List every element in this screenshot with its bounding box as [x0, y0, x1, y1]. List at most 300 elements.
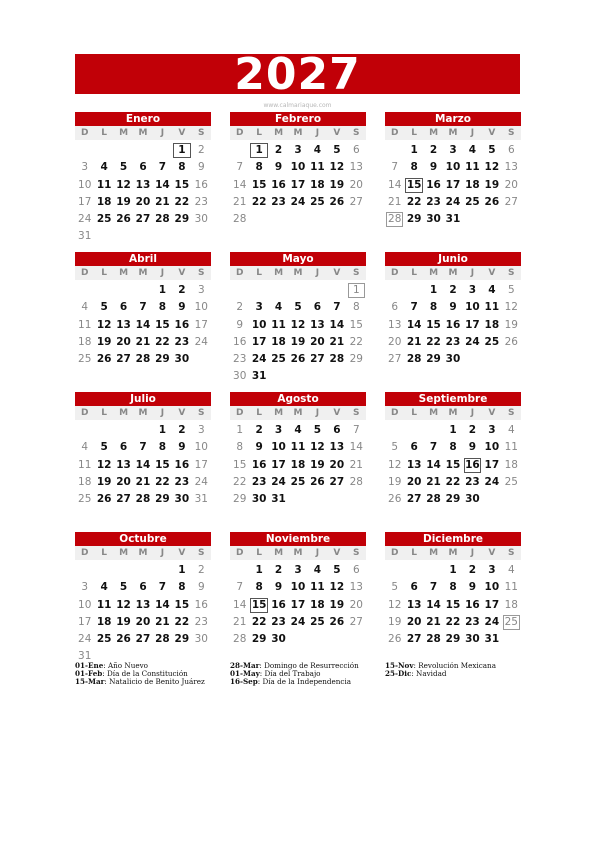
day-cell: 10 [290, 161, 306, 174]
month-abril [75, 252, 211, 369]
day-cell: 26 [116, 633, 131, 646]
day-cell: 7 [333, 301, 341, 314]
weekday-header-row [75, 266, 211, 280]
weekday-header-row [385, 126, 521, 140]
weekday-label: M [293, 408, 303, 418]
empty-day-cell [249, 283, 268, 300]
weekday-label: L [101, 408, 107, 418]
day-cell: 14 [388, 178, 402, 191]
day-cell: 10 [484, 581, 500, 594]
weekday-label: V [178, 128, 186, 138]
day-cell: 10 [78, 178, 92, 191]
day-cell: 2 [274, 564, 283, 576]
day-cell: 19 [96, 475, 112, 488]
day-cell: 21 [406, 335, 422, 348]
day-cell: 6 [119, 441, 128, 454]
weekday-label: L [411, 268, 417, 278]
empty-day-cell [404, 563, 423, 580]
days-grid [75, 563, 211, 667]
day-cell: 25 [96, 213, 112, 226]
day-cell: 30 [445, 353, 461, 366]
day-cell: 11 [290, 441, 306, 454]
day-cell: 20 [349, 178, 363, 191]
holiday-description: : Día de la Constitución [102, 669, 188, 679]
day-cell: 9 [178, 441, 186, 454]
empty-day-cell [153, 143, 172, 160]
weekday-label: J [470, 128, 475, 138]
day-cell: 29 [251, 633, 267, 646]
day-cell: 5 [333, 564, 341, 576]
empty-day-cell [424, 563, 443, 580]
day-cell: 4 [294, 424, 302, 436]
weekday-label: L [256, 128, 262, 138]
day-cell: 6 [139, 581, 147, 594]
empty-day-cell [327, 283, 346, 300]
weekday-label: L [411, 548, 417, 558]
days-grid [230, 423, 366, 509]
day-cell: 7 [391, 161, 399, 174]
day-cell: 12 [388, 598, 402, 611]
day-cell: 5 [507, 284, 515, 296]
day-cell: 20 [116, 475, 131, 488]
day-cell: 27 [135, 633, 151, 646]
day-cell: 24 [484, 475, 500, 488]
day-cell: 10 [194, 441, 208, 454]
month-diciembre [385, 532, 521, 649]
empty-day-cell [75, 563, 94, 580]
day-cell: 29 [445, 633, 461, 646]
weekday-label: J [160, 128, 165, 138]
day-cell: 5 [313, 424, 322, 436]
day-cell: 25 [504, 475, 518, 488]
day-cell: 4 [81, 301, 89, 314]
day-cell: 28 [155, 213, 170, 226]
day-cell: 1 [429, 284, 438, 296]
day-cell: 20 [135, 615, 151, 628]
day-cell: 10 [271, 441, 286, 454]
day-cell: 4 [274, 301, 283, 314]
day-cell: 11 [96, 178, 112, 191]
weekday-label: M [429, 268, 439, 278]
day-cell: 18 [310, 598, 325, 611]
empty-day-cell [288, 283, 307, 300]
day-cell: 14 [426, 598, 441, 611]
day-cell: 7 [352, 424, 360, 436]
day-cell: 2 [468, 564, 477, 576]
day-cell: 18 [96, 615, 112, 628]
weekday-label: V [333, 408, 341, 418]
holiday-day-cell: 25 [503, 615, 520, 630]
day-cell: 8 [255, 161, 263, 174]
day-cell: 22 [174, 615, 190, 628]
day-cell: 17 [484, 458, 500, 471]
day-cell: 16 [174, 318, 190, 331]
day-cell: 5 [119, 161, 128, 174]
day-cell: 19 [116, 615, 131, 628]
day-cell: 21 [329, 335, 345, 348]
day-cell: 18 [78, 335, 92, 348]
day-cell: 18 [310, 178, 325, 191]
day-cell: 11 [78, 458, 92, 471]
day-cell: 7 [236, 581, 244, 594]
day-cell: 1 [236, 424, 244, 436]
day-cell: 8 [410, 161, 418, 174]
weekday-label: S [508, 128, 515, 138]
day-cell: 6 [410, 441, 418, 454]
day-cell: 26 [116, 213, 131, 226]
weekday-header-row [385, 266, 521, 280]
day-cell: 31 [78, 230, 92, 243]
days-grid [230, 563, 366, 649]
day-cell: 14 [426, 458, 441, 471]
day-cell: 16 [465, 598, 480, 611]
day-cell: 31 [78, 650, 92, 663]
day-cell: 29 [406, 213, 422, 226]
holiday-description: : Revolución Mexicana [413, 661, 496, 670]
empty-day-cell [385, 563, 404, 580]
day-cell: 12 [388, 458, 402, 471]
weekday-label: V [333, 268, 341, 278]
holiday-notes-column [230, 662, 359, 687]
day-cell: 28 [233, 633, 247, 646]
weekday-label: J [160, 408, 165, 418]
day-cell: 27 [135, 213, 151, 226]
day-cell: 25 [310, 615, 325, 628]
day-cell: 23 [465, 615, 480, 628]
day-cell: 27 [116, 353, 131, 366]
day-cell: 13 [135, 178, 151, 191]
days-grid [230, 283, 366, 387]
days-grid [385, 143, 521, 229]
weekday-label: M [119, 268, 129, 278]
day-cell: 4 [100, 581, 108, 594]
day-cell: 5 [100, 301, 108, 314]
weekday-label: D [235, 268, 244, 278]
day-cell: 12 [290, 318, 306, 331]
day-cell: 3 [294, 144, 302, 156]
day-cell: 9 [197, 581, 205, 594]
month-header: Noviembre [230, 532, 366, 546]
day-cell: 19 [329, 178, 345, 191]
day-cell: 22 [426, 335, 441, 348]
day-cell: 29 [174, 213, 190, 226]
day-cell: 21 [233, 615, 247, 628]
day-cell: 26 [329, 615, 345, 628]
day-cell: 11 [504, 441, 518, 454]
day-cell: 6 [352, 144, 360, 156]
day-cell: 21 [426, 615, 441, 628]
month-julio [75, 392, 211, 509]
day-cell: 11 [78, 318, 92, 331]
day-cell: 1 [158, 424, 167, 436]
day-cell: 29 [426, 353, 441, 366]
day-cell: 27 [349, 195, 363, 208]
day-cell: 24 [194, 475, 208, 488]
weekday-header-row [230, 546, 366, 560]
weekday-label: D [80, 548, 89, 558]
day-cell: 3 [274, 424, 283, 436]
days-grid [75, 423, 211, 509]
weekday-label: M [138, 128, 148, 138]
day-cell: 3 [488, 564, 496, 576]
day-cell: 15 [155, 318, 170, 331]
day-cell: 24 [290, 195, 306, 208]
day-cell: 28 [426, 633, 441, 646]
holiday-day-cell: 28 [386, 212, 403, 227]
month-header: Octubre [75, 532, 211, 546]
day-cell: 26 [290, 353, 306, 366]
weekday-label: J [315, 128, 320, 138]
holiday-notes-column [385, 662, 496, 678]
day-cell: 2 [468, 424, 477, 436]
holiday-day-cell: 15 [251, 598, 267, 611]
day-cell: 3 [449, 144, 457, 156]
day-cell: 8 [255, 581, 263, 594]
weekday-label: L [101, 128, 107, 138]
day-cell: 9 [449, 301, 457, 314]
empty-day-cell [230, 283, 249, 300]
day-cell: 14 [135, 318, 151, 331]
weekday-label: S [198, 548, 205, 558]
month-mayo [230, 252, 366, 387]
day-cell: 28 [233, 213, 247, 226]
weekday-label: L [256, 408, 262, 418]
day-cell: 20 [388, 335, 402, 348]
weekday-label: M [274, 548, 284, 558]
day-cell: 13 [349, 581, 363, 594]
day-cell: 18 [271, 335, 286, 348]
empty-day-cell [133, 283, 152, 300]
day-cell: 10 [78, 598, 92, 611]
weekday-label: V [178, 548, 186, 558]
day-cell: 12 [329, 581, 345, 594]
day-cell: 31 [484, 633, 500, 646]
empty-day-cell [114, 283, 133, 300]
day-cell: 9 [236, 318, 244, 331]
day-cell: 12 [96, 458, 112, 471]
day-cell: 15 [155, 458, 170, 471]
holiday-day-cell: 15 [406, 178, 422, 191]
day-cell: 3 [197, 284, 205, 296]
day-cell: 28 [135, 493, 151, 506]
weekday-label: M [293, 268, 303, 278]
day-cell: 4 [468, 144, 477, 156]
day-cell: 5 [100, 441, 108, 454]
holiday-date: 16-Sep [230, 677, 258, 687]
weekday-label: D [390, 548, 399, 558]
weekday-label: D [390, 408, 399, 418]
weekday-label: S [353, 548, 360, 558]
day-cell: 5 [333, 144, 341, 156]
day-cell: 1 [158, 284, 167, 296]
day-cell: 12 [329, 161, 345, 174]
month-header: Mayo [230, 252, 366, 266]
day-cell: 22 [174, 195, 190, 208]
day-cell: 8 [449, 441, 457, 454]
weekday-label: J [160, 268, 165, 278]
day-cell: 19 [504, 318, 518, 331]
day-cell: 3 [468, 284, 477, 296]
day-cell: 1 [449, 424, 457, 436]
day-cell: 6 [391, 301, 399, 314]
day-cell: 3 [81, 581, 89, 594]
day-cell: 26 [310, 475, 325, 488]
day-cell: 9 [255, 441, 263, 454]
day-cell: 27 [504, 195, 518, 208]
day-cell: 28 [406, 353, 422, 366]
day-cell: 30 [251, 493, 267, 506]
day-cell: 8 [449, 581, 457, 594]
day-cell: 18 [78, 475, 92, 488]
empty-day-cell [114, 423, 133, 440]
weekday-label: D [235, 548, 244, 558]
day-cell: 9 [429, 161, 438, 174]
month-marzo [385, 112, 521, 229]
month-header: Marzo [385, 112, 521, 126]
weekday-label: L [256, 268, 262, 278]
weekday-label: M [119, 408, 129, 418]
day-cell: 11 [484, 301, 500, 314]
day-cell: 31 [445, 213, 461, 226]
weekday-label: M [274, 128, 284, 138]
holiday-note [230, 678, 359, 686]
day-cell: 11 [310, 161, 325, 174]
day-cell: 19 [388, 475, 402, 488]
weekday-label: D [80, 128, 89, 138]
weekday-label: V [178, 408, 186, 418]
day-cell: 19 [310, 458, 325, 471]
day-cell: 3 [294, 564, 302, 576]
day-cell: 7 [158, 161, 167, 174]
day-cell: 8 [178, 581, 186, 594]
day-cell: 14 [406, 318, 422, 331]
day-cell: 22 [349, 335, 363, 348]
day-cell: 21 [155, 195, 170, 208]
day-cell: 15 [174, 178, 190, 191]
day-cell: 23 [194, 195, 208, 208]
day-cell: 9 [274, 161, 283, 174]
empty-day-cell [114, 143, 133, 160]
weekday-label: L [256, 548, 262, 558]
day-cell: 29 [445, 493, 461, 506]
day-cell: 24 [78, 213, 92, 226]
weekday-label: M [293, 548, 303, 558]
weekday-label: J [315, 408, 320, 418]
day-cell: 2 [236, 301, 244, 314]
month-header: Junio [385, 252, 521, 266]
day-cell: 30 [194, 213, 208, 226]
day-cell: 17 [445, 178, 461, 191]
day-cell: 23 [465, 475, 480, 488]
day-cell: 4 [507, 564, 515, 576]
day-cell: 21 [135, 475, 151, 488]
day-cell: 30 [233, 370, 247, 383]
day-cell: 16 [174, 458, 190, 471]
day-cell: 7 [429, 581, 438, 594]
weekday-header-row [385, 546, 521, 560]
month-header: Febrero [230, 112, 366, 126]
holiday-note [75, 678, 205, 686]
day-cell: 28 [155, 633, 170, 646]
day-cell: 25 [78, 353, 92, 366]
days-grid [230, 143, 366, 229]
day-cell: 18 [504, 598, 518, 611]
month-header: Agosto [230, 392, 366, 406]
day-cell: 30 [194, 633, 208, 646]
empty-day-cell [133, 423, 152, 440]
day-cell: 27 [388, 353, 402, 366]
day-cell: 6 [139, 161, 147, 174]
day-cell: 31 [194, 493, 208, 506]
day-cell: 15 [349, 318, 363, 331]
weekday-label: S [198, 408, 205, 418]
day-cell: 19 [329, 598, 345, 611]
day-cell: 13 [329, 441, 345, 454]
day-cell: 22 [445, 475, 461, 488]
weekday-label: M [274, 408, 284, 418]
days-grid [385, 423, 521, 509]
day-cell: 8 [178, 161, 186, 174]
weekday-label: J [470, 548, 475, 558]
holiday-description: : Natalicio de Benito Juárez [104, 677, 205, 687]
weekday-label: V [488, 548, 496, 558]
month-header: Enero [75, 112, 211, 126]
weekday-label: M [448, 268, 458, 278]
day-cell: 5 [488, 144, 496, 156]
month-septiembre [385, 392, 521, 509]
day-cell: 17 [78, 195, 92, 208]
weekday-label: S [353, 128, 360, 138]
day-cell: 23 [445, 335, 461, 348]
day-cell: 29 [155, 353, 170, 366]
day-cell: 23 [174, 335, 190, 348]
day-cell: 27 [116, 493, 131, 506]
weekday-label: M [138, 268, 148, 278]
day-cell: 16 [194, 598, 208, 611]
day-cell: 2 [255, 424, 263, 436]
weekday-label: J [470, 268, 475, 278]
day-cell: 17 [290, 598, 306, 611]
days-grid [385, 563, 521, 649]
weekday-label: L [411, 128, 417, 138]
day-cell: 12 [484, 161, 500, 174]
day-cell: 4 [488, 284, 496, 296]
day-cell: 4 [313, 564, 322, 576]
day-cell: 2 [274, 144, 283, 156]
day-cell: 9 [274, 581, 283, 594]
day-cell: 28 [426, 493, 441, 506]
empty-day-cell [385, 423, 404, 440]
day-cell: 30 [174, 353, 190, 366]
empty-day-cell [424, 423, 443, 440]
day-cell: 24 [271, 475, 286, 488]
day-cell: 16 [194, 178, 208, 191]
month-header: Abril [75, 252, 211, 266]
day-cell: 25 [465, 195, 480, 208]
day-cell: 19 [290, 335, 306, 348]
day-cell: 29 [349, 353, 363, 366]
day-cell: 22 [155, 475, 170, 488]
month-febrero [230, 112, 366, 229]
empty-day-cell [308, 283, 327, 300]
day-cell: 13 [504, 161, 518, 174]
day-cell: 18 [504, 458, 518, 471]
weekday-header-row [230, 406, 366, 420]
day-cell: 1 [449, 564, 457, 576]
day-cell: 24 [78, 633, 92, 646]
day-cell: 10 [251, 318, 267, 331]
holiday-description: : Día de la Independencia [257, 677, 352, 687]
